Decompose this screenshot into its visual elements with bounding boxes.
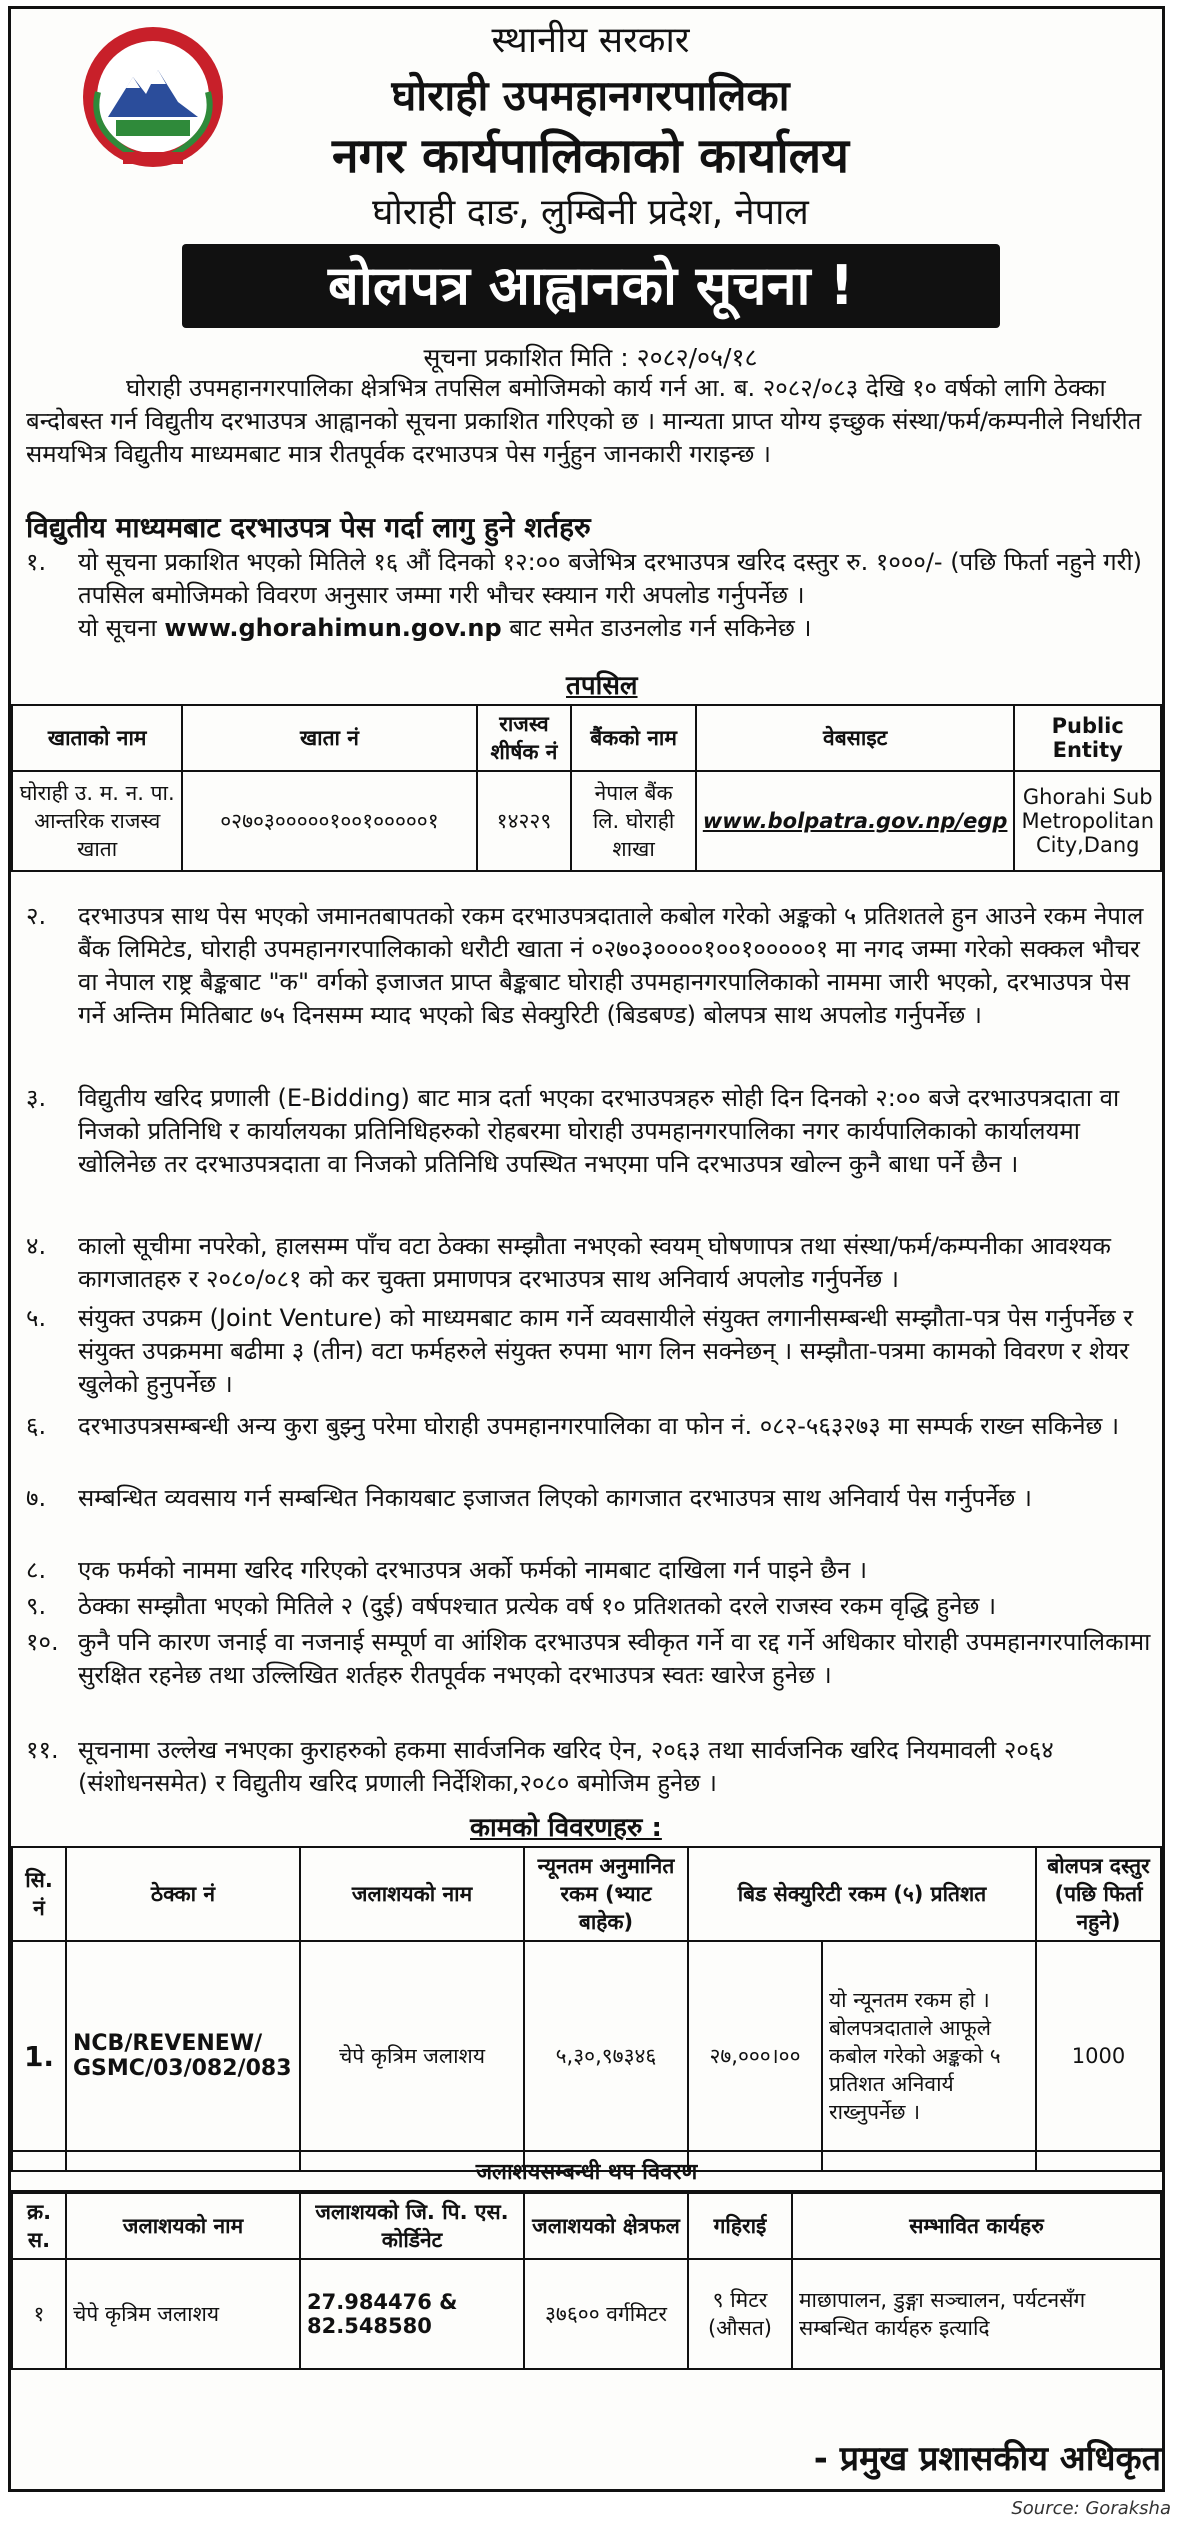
cell-bid-fee: 1000 <box>1036 1941 1161 2171</box>
item-text: एक फर्मको नाममा खरिद गरिएको दरभाउपत्र अर्को फर्मको नामबाट दाखिला गर्न पाइने छैन । <box>78 1556 868 1584</box>
item-number: ४. <box>26 1232 47 1260</box>
cell-bid-security: २७,०००।०० <box>688 1941 822 2171</box>
cell-bank-name: नेपाल बैंक लि. घोराही शाखा <box>571 771 695 871</box>
col-account-name: खाताको नाम <box>12 705 182 771</box>
item-text: विद्युतीय खरिद प्रणाली (E-Bidding) बाट मात्र दर्ता भएका दरभाउपत्रहरु सोही दिन दिनको २:०० बजे दरभाउपत्रदाता वा निजको प्रतिनिधि र कार्यालयका प्रतिनिधिहरुको रोहबरमा घोराही उपमहानगरपालिका नगर कार्यपालिकाको कार्यालयमा खोलिनेछ तर दरभाउपत्रदाता वा निजको प्रतिनिधि उपस्थित नभएमा पनि दरभाउपत्र खोल्न कुनै बाधा पर्ने छैन । <box>78 1084 1120 1178</box>
source-credit: Source: Goraksha <box>1011 2498 1171 2519</box>
download-text-post: बाट समेत डाउनलोड गर्न सकिनेछ । <box>509 614 812 642</box>
col-public-entity: Public Entity <box>1014 705 1161 771</box>
item-number: ५. <box>26 1304 47 1332</box>
col-min-amount: न्यूनतम अनुमानित रकम (भ्याट बाहेक) <box>524 1847 688 1941</box>
cell-reservoir-name: चेपे कृत्रिम जलाशय <box>300 1941 524 2171</box>
municipality-website-link[interactable]: www.ghorahimun.gov.np <box>164 614 502 642</box>
col-area: जलाशयको क्षेत्रफल <box>524 2193 688 2259</box>
table-row <box>12 1941 1161 2171</box>
signature: - प्रमुख प्रशासकीय अधिकृत <box>813 2439 1161 2479</box>
item-number: १०. <box>26 1628 59 1656</box>
condition-item-2 <box>26 900 1156 1032</box>
item-text: सूचनामा उल्लेख नभएका कुराहरुको हकमा सार्वजनिक खरिद ऐन, २०६३ तथा सार्वजनिक खरिद नियमावली २०६४ (संशोधनसमेत) र विद्युतीय खरिद प्रणाली निर्देशिका,२०८० बमोजिम हुनेछ । <box>78 1736 1054 1797</box>
item-number: ७. <box>26 1484 47 1512</box>
item-text: दरभाउपत्र साथ पेस भएको जमानतबापतको रकम दरभाउपत्रदाताले कबोल गरेको अङ्कको ५ प्रतिशतले हुन आउने रकम नेपाल बैंक लिमिटेड, घोराही उपमहानगरपालिकाको धरौटी खाता नं ०२७०३००००१००१०००००१ मा नगद जम्मा गरेको सक्कल भौचर वा नेपाल राष्ट्र बैङ्कबाट "क" वर्गको इजाजत प्राप्त बैङ्कबाट घोराही उपमहानगरपालिकाको नाममा जारी भएको, दरभाउपत्र पेस गर्ने अन्तिम मितिबाट ७५ दिनसम्म म्याद भएको बिड सेक्युरिटी (बिडबण्ड) बोलपत्र साथ अपलोड गर्नुपर्नेछ । <box>78 902 1144 1029</box>
header-local-government: स्थानीय सरकार <box>491 20 690 61</box>
condition-item-11 <box>26 1734 1156 1800</box>
condition-item-5 <box>26 1302 1156 1401</box>
condition-item-6 <box>26 1410 1156 1443</box>
cell-gps: 27.984476 & 82.548580 <box>300 2259 524 2369</box>
item-number: ८. <box>26 1556 47 1584</box>
col-reservoir-name: जलाशयको नाम <box>66 2193 300 2259</box>
col-account-number: खाता नं <box>182 705 476 771</box>
item-number: ११. <box>26 1736 59 1764</box>
table-header-row <box>12 1847 1161 1941</box>
cell-account-name: घोराही उ. म. न. पा. आन्तरिक राजस्व खाता <box>12 771 182 871</box>
col-serial: सि. नं <box>12 1847 66 1941</box>
reservoir-table <box>11 2192 1162 2370</box>
condition-item-1 <box>26 546 1156 645</box>
col-website: वेबसाइट <box>696 705 1015 771</box>
condition-item-3 <box>26 1082 1156 1181</box>
col-bid-fee: बोलपत्र दस्तुर (पछि फिर्ता नहुने) <box>1036 1847 1161 1941</box>
condition-item-10 <box>26 1626 1156 1692</box>
table-row <box>12 771 1161 871</box>
item-download-line <box>78 612 1156 645</box>
cell-serial: 1. <box>12 1941 66 2171</box>
cell-area: ३७६०० वर्गमिटर <box>524 2259 688 2369</box>
condition-item-4 <box>26 1230 1156 1296</box>
col-serial: क्र. स. <box>12 2193 66 2259</box>
work-table <box>11 1846 1162 2172</box>
account-table <box>11 704 1162 872</box>
item-text: संयुक्त उपक्रम (Joint Venture) को माध्यमबाट काम गर्ने व्यवसायीले संयुक्त लगानीसम्बन्धी सम्झौता-पत्र पेस गर्नुपर्नेछ र संयुक्त उपक्रममा बढीमा ३ (तीन) वटा फर्महरुले संयुक्त रुपमा भाग लिन सक्नेछन् । सम्झौता-पत्रमा कामको विवरण र शेयर खुलेको हुनुपर्नेछ । <box>78 1304 1134 1398</box>
item-text: ठेक्का सम्झौता भएको मितिले २ (दुई) वर्षपश्चात प्रत्येक वर्ष १० प्रतिशतको दरले राजस्व रकम वृद्धि हुनेछ । <box>78 1592 997 1620</box>
work-details-heading: कामको विवरणहरु : <box>470 1813 662 1843</box>
condition-item-7 <box>26 1482 1156 1515</box>
notice-banner: बोलपत्र आह्वानको सूचना ! <box>182 244 1000 328</box>
condition-item-9 <box>26 1590 1156 1623</box>
item-text: दरभाउपत्रसम्बन्धी अन्य कुरा बुझ्नु परेमा घोराही उपमहानगरपालिका वा फोन नं. ०८२-५६३२७३ मा सम्पर्क राख्न सकिनेछ । <box>78 1412 1120 1440</box>
item-number: ६. <box>26 1412 47 1440</box>
item-text: यो सूचना प्रकाशित भएको मितिले १६ औं दिनको १२:०० बजेभित्र दरभाउपत्र खरिद दस्तुर रु. १०००/- (पछि फिर्ता नहुने गरी) तपसिल बमोजिमको विवरण अनुसार जम्मा गरी भौचर स्क्यान गरी अपलोड गर्नुपर्नेछ । <box>78 548 1143 609</box>
col-bank-name: बैंकको नाम <box>571 705 695 771</box>
header-office: नगर कार्यपालिकाको कार्यालय <box>331 128 850 184</box>
cell-account-number: ०२७०३०००००१००१०००००१ <box>182 771 476 871</box>
cell-public-entity: Ghorahi Sub Metropolitan City,Dang <box>1014 771 1161 871</box>
cell-activities: माछापालन, डुङ्गा सञ्चालन, पर्यटनसँग सम्बन्धित कार्यहरु इत्यादि <box>792 2259 1161 2369</box>
conditions-heading: विद्युतीय माध्यमबाट दरभाउपत्र पेस गर्दा लागु हुने शर्तहरु <box>26 511 591 544</box>
item-text: कालो सूचीमा नपरेको, हालसम्म पाँच वटा ठेक्का सम्झौता नभएको स्वयम् घोषणापत्र तथा संस्था/फर्म/कम्पनीका आवश्यक कागजातहरु र २०८०/०८१ को कर चुक्ता प्रमाणपत्र दरभाउपत्र साथ अनिवार्य अपलोड गर्नुपर्नेछ । <box>78 1232 1111 1293</box>
tapsil-heading: तपसिल <box>566 671 638 701</box>
cell-depth: ९ मिटर (औसत) <box>688 2259 792 2369</box>
cell-revenue-heading: १४२२९ <box>477 771 572 871</box>
item-number: ३. <box>26 1084 47 1112</box>
col-gps: जलाशयको जि. पि. एस. कोर्डिनेट <box>300 2193 524 2259</box>
table-row <box>12 2259 1161 2369</box>
item-number: ९. <box>26 1592 47 1620</box>
col-revenue-heading: राजस्व शीर्षक नं <box>477 705 572 771</box>
table-header-row <box>12 2193 1161 2259</box>
publish-date: सूचना प्रकाशित मिति : २०८२/०५/१८ <box>423 343 758 372</box>
cell-security-note: यो न्यूनतम रकम हो । बोलपत्रदाताले आफूले कबोल गरेको अङ्कको ५ प्रतिशत अनिवार्य राख्नुपर्नेछ । <box>822 1941 1036 2171</box>
intro-paragraph: घोराही उपमहानगरपालिका क्षेत्रभित्र तपसिल बमोजिमको कार्य गर्न आ. ब. २०८२/०८३ देखि १० वर्षको लागि ठेक्का बन्दोबस्त गर्न विद्युतीय दरभाउपत्र आह्वानको सूचना प्रकाशित गरिएको छ । मान्यता प्राप्त योग्य इच्छुक संस्था/फर्म/कम्पनीले निर्धारीत समयभित्र विद्युतीय माध्यमबाट मात्र रीतपूर्वक दरभाउपत्र पेस गर्नुहुन जानकारी गराइन्छ । <box>26 374 1142 468</box>
table-header-row <box>12 705 1161 771</box>
cell-min-amount: ५,३०,९७३४६ <box>524 1941 688 2171</box>
download-text-pre: यो सूचना <box>78 614 157 642</box>
bolpatra-website-link[interactable]: www.bolpatra.gov.np/egp <box>702 809 1008 833</box>
item-number: १. <box>26 548 47 576</box>
col-activities: सम्भावित कार्यहरु <box>792 2193 1161 2259</box>
cell-reservoir-name: चेपे कृत्रिम जलाशय <box>66 2259 300 2369</box>
col-contract-number: ठेक्का नं <box>66 1847 300 1941</box>
item-text: कुनै पनि कारण जनाई वा नजनाई सम्पूर्ण वा आंशिक दरभाउपत्र स्वीकृत गर्ने वा रद्द गर्ने अधिकार घोराही उपमहानगरपालिकामा सुरक्षित रहनेछ तथा उल्लिखित शर्तहरु रीतपूर्वक नभएको दरभाउपत्र स्वतः खारेज हुनेछ । <box>78 1628 1151 1689</box>
item-text: सम्बन्धित व्यवसाय गर्न सम्बन्धित निकायबाट इजाजत लिएको कागजात दरभाउपत्र साथ अनिवार्य पेस गर्नुपर्नेछ । <box>78 1484 1032 1512</box>
col-depth: गहिराई <box>688 2193 792 2259</box>
reservoir-details-heading: जलाशयसम्बन्धी थप विवरण <box>11 2150 1162 2192</box>
condition-item-8 <box>26 1554 1156 1587</box>
header-address: घोराही दाङ, लुम्बिनी प्रदेश, नेपाल <box>372 192 809 233</box>
col-reservoir-name: जलाशयको नाम <box>300 1847 524 1941</box>
item-number: २. <box>26 902 47 930</box>
header-municipality: घोराही उपमहानगरपालिका <box>391 71 790 120</box>
cell-contract-number: NCB/REVENEW/ GSMC/03/082/083 <box>66 1941 300 2171</box>
col-bid-security: बिड सेक्युरिटी रकम (५) प्रतिशत <box>688 1847 1036 1941</box>
cell-serial: १ <box>12 2259 66 2369</box>
